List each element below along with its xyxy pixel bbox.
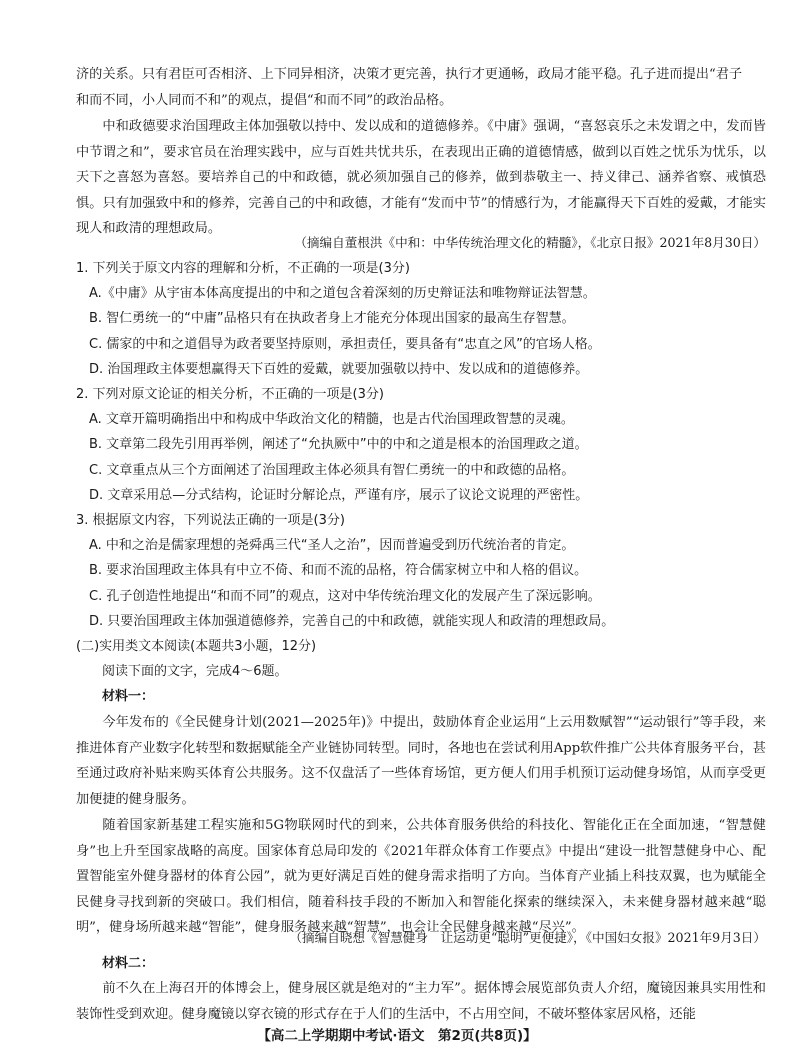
option-c: C. 儒家的中和之道倡导为政者要坚持原则，承担责任，要具备有“忠直之风”的官场人格。: [89, 336, 601, 352]
material-1-label: 材料一：: [102, 689, 155, 704]
material-2-paragraph-1: 前不久在上海召开的体博会上，健身展区就是绝对的“主力军”。据体博会展览部负责人介绍，魔镜因兼具实用性和装饰性受到欢迎。健身魔镜以穿衣镜的形式存在于人们的生活中，不占用空间，不破坏整体家居风格，还能: [76, 981, 766, 1022]
passage-paragraph-2: 中和政德要求治国理政主体加强敬以持中、发以成和的道德修养。《中庸》强调，“喜怒哀乐之未发谓之中，发而皆中节谓之和”，要求官员在治理实践中，应与百姓共忧共乐，在表现出正确的道德情感，做到以百姓之忧乐为忧乐，以天下之喜怒为喜怒。要培养自己的中和政德，就必须加强自己的修养，做到恭敬主一、持义律己、涵养省察、戒慎恐惧。只有加强致中和的修养，完善自己的中和政德，才能有“发而中节”的情感行为，才能赢得天下百姓的爱戴，才能实现人和政清的理想政局。: [76, 119, 766, 236]
question-2: [76, 382, 766, 508]
option-b: B. 文章第二段先引用再举例，阐述了“允执厥中”中的中和之道是根本的治国理政之道。: [89, 437, 588, 453]
passage-line-1: 济的关系。只有君臣可否相济、上下同异相济，决策才更完善，执行才更通畅，政局才能平稳。孔子进而提出“君子: [76, 67, 743, 82]
option-a: A. 文章开篇明确指出中和构成中华政治文化的精髓，也是古代治国理政智慧的灵魂。: [89, 412, 574, 428]
passage-line-2: 和而不同，小人同而不和”的观点，提倡“和而不同”的政治品格。: [76, 93, 453, 108]
question-1: [76, 256, 766, 382]
question-stem: 2. 下列对原文论证的相关分析，不正确的一项是(3分): [76, 387, 384, 402]
material-2-label: 材料二：: [102, 956, 155, 971]
option-a: A.《中庸》从宇宙本体高度提出的中和之道包含着深刻的历史辩证法和唯物辩证法智慧。: [89, 286, 596, 302]
section-heading: (二)实用类文本阅读(本题共3小题，12分): [76, 639, 317, 654]
option-c: C. 孔子创造性地提出“和而不同”的观点，这对中华传统治理文化的发展产生了深远影响。: [89, 588, 601, 604]
material-1-paragraph-2: 随着国家新基建工程实施和5G物联网时代的到来，公共体育服务供给的科技化、智能化正在全面加速，“智慧健身”也上升至国家战略的高度。国家体育总局印发的《2021年群众体育工作要点》中提出“建设一批智慧健身中心、配置智能室外健身器材的体育公园”，就为更好满足百姓的健身需求指明了方向。当体育产业插上科技双翼，也为赋能全民健身寻找到新的突破口。我们相信，随着科技手段的不断加入和智能化探索的继续深入，未来健身器材越来越“聪明”，健身场所越来越“智能”，健身服务越来越“智慧”，也会让全民健身越来越“尽兴”。: [76, 818, 766, 935]
question-3: [76, 508, 766, 634]
option-d: D. 只要治国理政主体加强道德修养，完善自己的中和政德，就能实现人和政清的理想政局。: [89, 613, 615, 629]
option-b: B. 要求治国理政主体具有中立不倚、和而不流的品格，符合儒家树立中和人格的倡议。: [89, 563, 588, 579]
option-d: D. 文章采用总—分式结构，论证时分解论点，严谨有序，展示了议论文说理的严密性。: [89, 487, 589, 503]
page-footer: 【高二上学期期中考试·语文 第2页(共8页)】: [257, 1028, 537, 1044]
option-b: B. 智仁勇统一的“中庸”品格只有在执政者身上才能充分体现出国家的最高生存智慧。: [89, 311, 575, 327]
option-a: A. 中和之治是儒家理想的尧舜禹三代“圣人之治”，因而普遍受到历代统治者的肯定。: [89, 538, 575, 554]
question-stem: 3. 根据原文内容，下列说法正确的一项是(3分): [76, 513, 345, 528]
material-1-source: （摘编自晓想《智慧健身 让运动更“聪明”更便捷》，《中国妇女报》2021年9月3日）: [289, 930, 766, 945]
passage-source: （摘编自董根洪《中和：中华传统治理文化的精髓》，《北京日报》2021年8月30日）: [294, 235, 766, 250]
section-instruction: 阅读下面的文字，完成4～6题。: [102, 664, 288, 679]
option-c: C. 文章重点从三个方面阐述了治国理政主体必须具有智仁勇统一的中和政德的品格。: [89, 462, 575, 478]
option-d: D. 治国理政主体要想赢得天下百姓的爱戴，就要加强敬以持中、发以成和的道德修养。: [89, 361, 589, 377]
question-stem: 1. 下列关于原文内容的理解和分析，不正确的一项是(3分): [76, 261, 410, 276]
material-1-paragraph-1: 今年发布的《全民健身计划(2021—2025年)》中提出，鼓励体育企业运用“上云用数赋智”“运动银行”等手段，来推进体育产业数字化转型和数据赋能全产业链协同转型。同时，各地也在尝试利用App软件推广公共体育服务平台，甚至通过政府补贴来购买体育公共服务。这不仅盘活了一些体育场馆，更方便人们用手机预订运动健身场馆，从而享受更加便捷的健身服务。: [76, 715, 766, 807]
